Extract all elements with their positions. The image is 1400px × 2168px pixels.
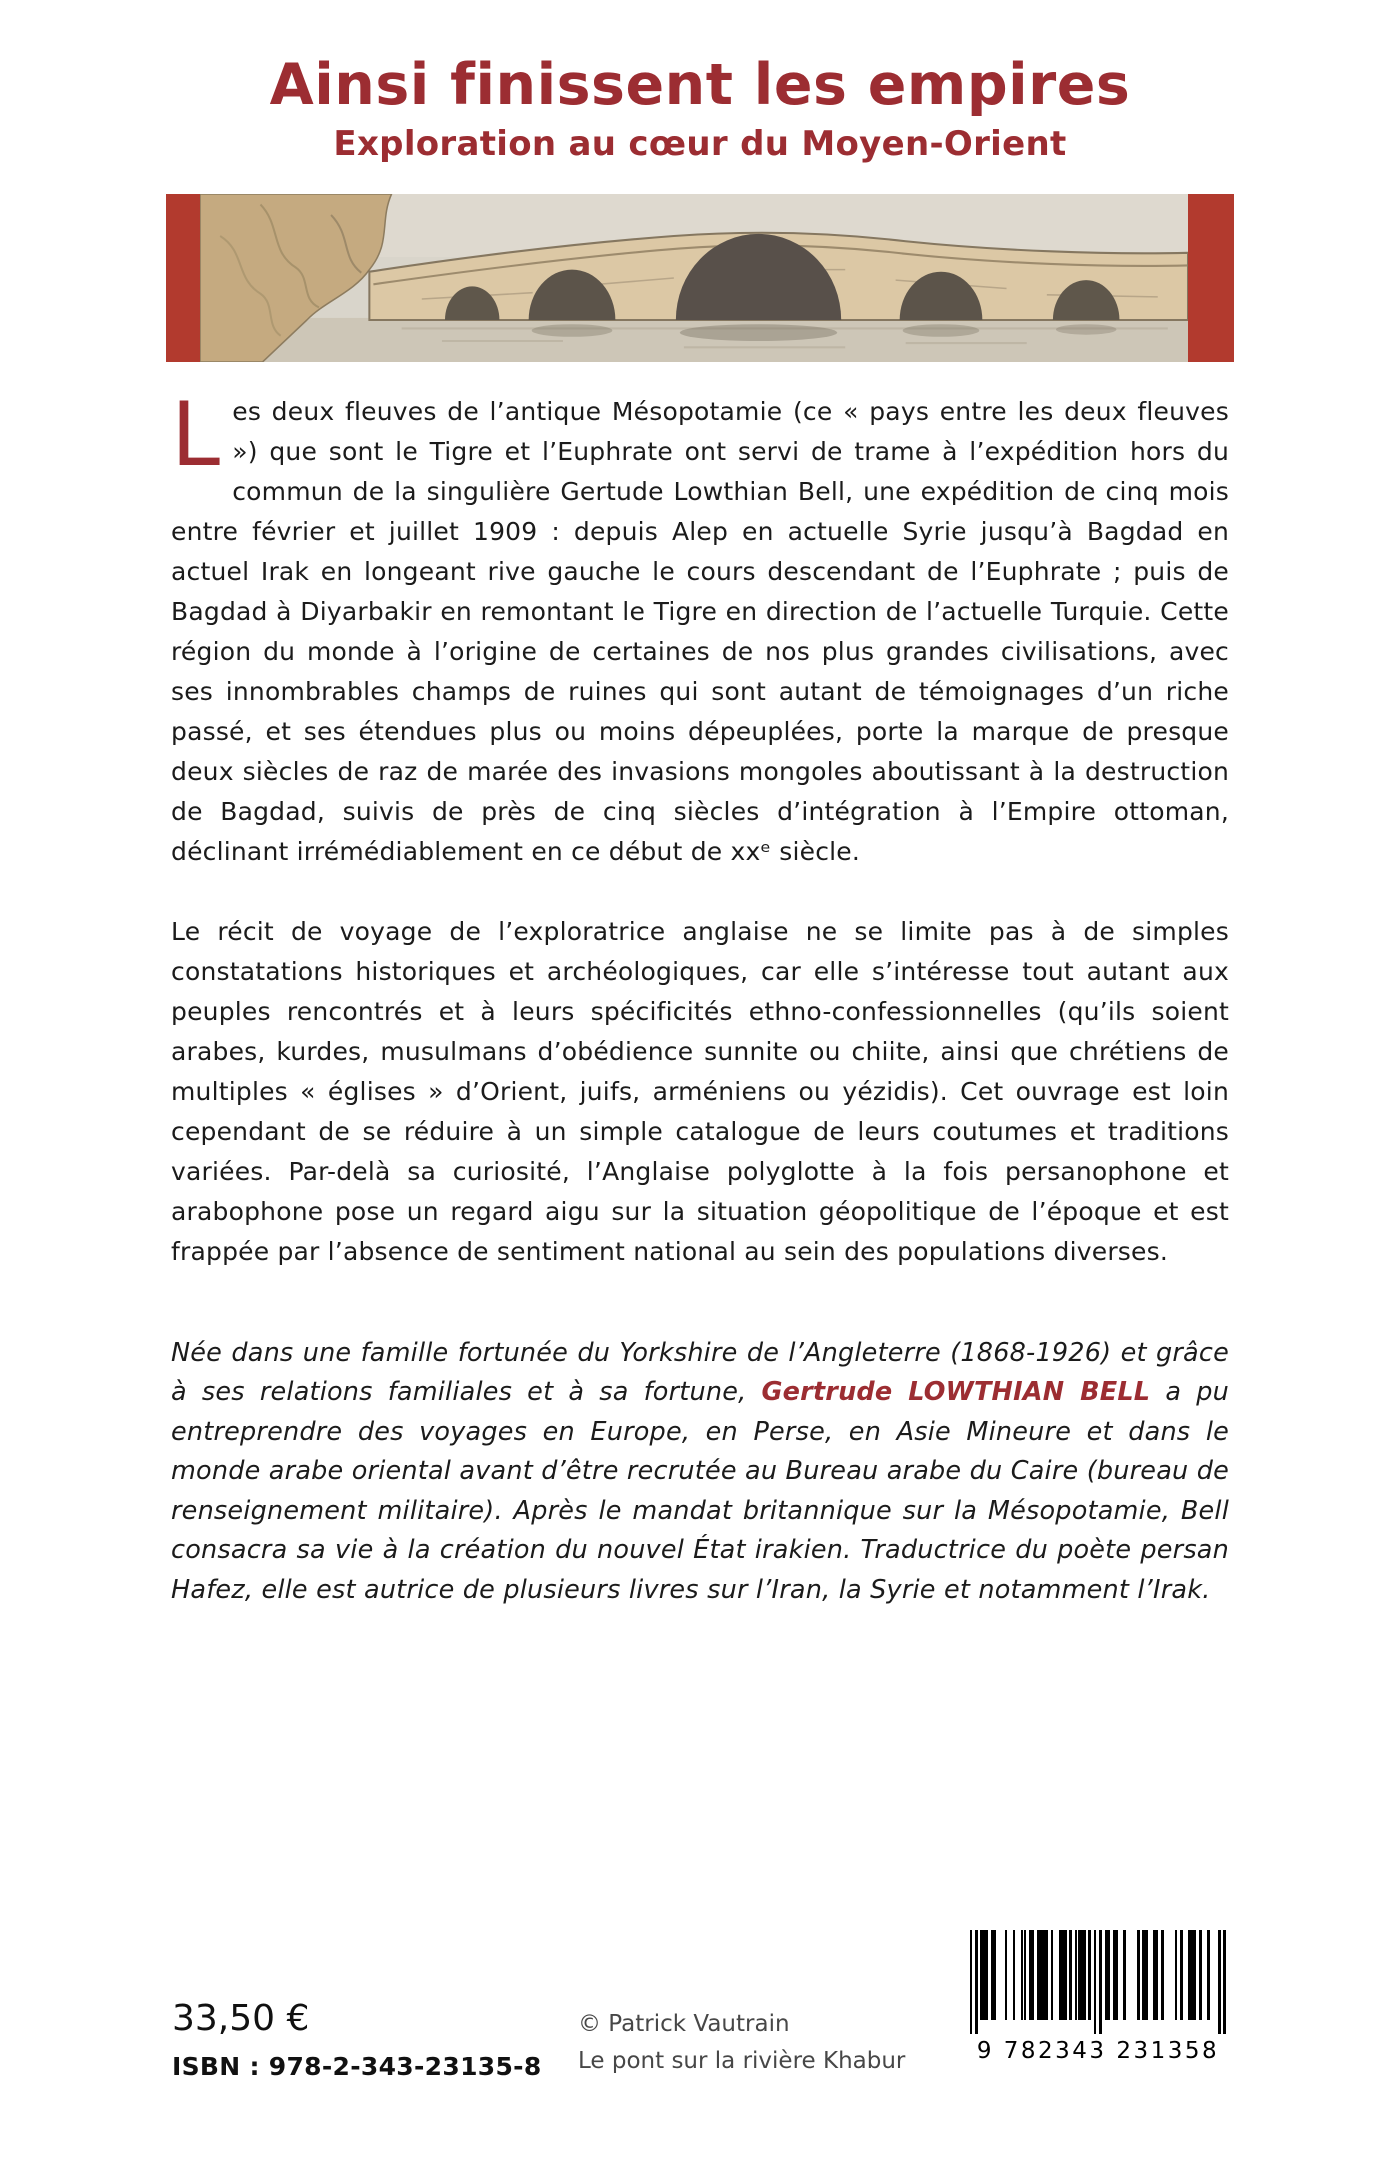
photo-credit-block [578,2006,905,2081]
synopsis-paragraph-2 [171,912,1229,1272]
red-band-left [166,194,200,362]
isbn-label: ISBN : 978-2-343-23135-8 [172,2052,542,2081]
barcode-bars [970,1930,1227,2034]
barcode-number: 9 782343 231358 [976,2038,1220,2064]
synopsis-paragraph-2-text: Le récit de voyage de l’exploratrice anglaise ne se limite pas à de simples constatations historiques et archéologiques, car elle s’intéresse tout autant aux peuples rencontrés et à leurs spécificités ethno-confessionnelles (qu’ils soient arabes, kurdes, musulmans d’obédience sunnite ou chiite, ainsi que chrétiens de multiples « églises » d’Orient, juifs, arméniens ou yézidis). Cet ouvrage est loin cependant de se réduire à un simple catalogue de leurs coutumes et traditions variées. Par-delà sa curiosité, l’Anglaise polyglotte à la fois persanophone et arabophone pose un regard aigu sur la situation géopolitique de l’époque et est frappée par l’absence de sentiment national au sein des populations diverses. [171,916,1229,1266]
bio-text-after: a pu entreprendre des voyages en Europe, en Perse, en Asie Mineure et dans le monde arabe oriental avant d’être recrutée au Bureau arabe du Caire (bureau de renseignement militaire). Après le mandat britannique sur la Mésopotamie, Bell consacra sa vie à la création du nouvel État irakien. Traductrice du poète persan Hafez, elle est autrice de plusieurs livres sur l’Iran, la Syrie et notamment l’Irak. [171,1377,1229,1605]
photo-credit: © Patrick Vautrain [578,2011,790,2037]
synopsis-paragraph-1-text: es deux fleuves de l’antique Mésopotamie (ce « pays entre les deux fleuves ») que sont le Tigre et l’Euphrate ont servi de trame à l’expédition hors du commun de la singulière Gertude Lowthian Bell, une expédition de cinq mois entre février et juillet 1909 : depuis Alep en actuelle Syrie jusqu’à Bagdad en actuel Irak en longeant rive gauche le cours descendant de l’Euphrate ; puis de Bagdad à Diyarbakir en remontant le Tigre en direction de l’actuelle Turquie. Cette région du monde à l’origine de certaines de nos plus grandes civilisations, avec ses innombrables champs de ruines qui sont autant de témoignages d’un riche passé, et ses étendues plus ou moins dépeuplées, porte la marque de presque deux siècles de raz de marée des invasions mongoles aboutissant à la destruction de Bagdad, suivis de près de cinq siècles d’intégration à l’Empire ottoman, déclinant irrémédiablement en ce début de xxᵉ siècle. [171,396,1229,866]
price-label: 33,50 € [172,1998,310,2039]
cover-illustration-strip [166,194,1234,362]
red-band-right [1188,194,1234,362]
page-title: Ainsi finissent les empires [269,52,1131,118]
bridge-sketch-svg [200,194,1188,362]
page-subtitle: Exploration au cœur du Moyen-Orient [333,123,1067,164]
photo-caption: Le pont sur la rivière Khabur [578,2048,906,2075]
bridge-sketch-illustration [200,194,1188,362]
author-name: Gertrude LOWTHIAN BELL [761,1377,1151,1408]
dropcap-letter: L [171,382,221,486]
synopsis-paragraph-1 [171,382,1229,872]
synopsis [171,382,1229,1272]
barcode [958,1930,1238,2064]
header [0,0,1400,164]
bio-text-before: Née dans une famille fortunée du Yorkshire de l’Angleterre (1868-1926) et grâce à ses relations familiales et à sa fortune, [171,1337,1229,1408]
author-bio [171,1334,1229,1611]
